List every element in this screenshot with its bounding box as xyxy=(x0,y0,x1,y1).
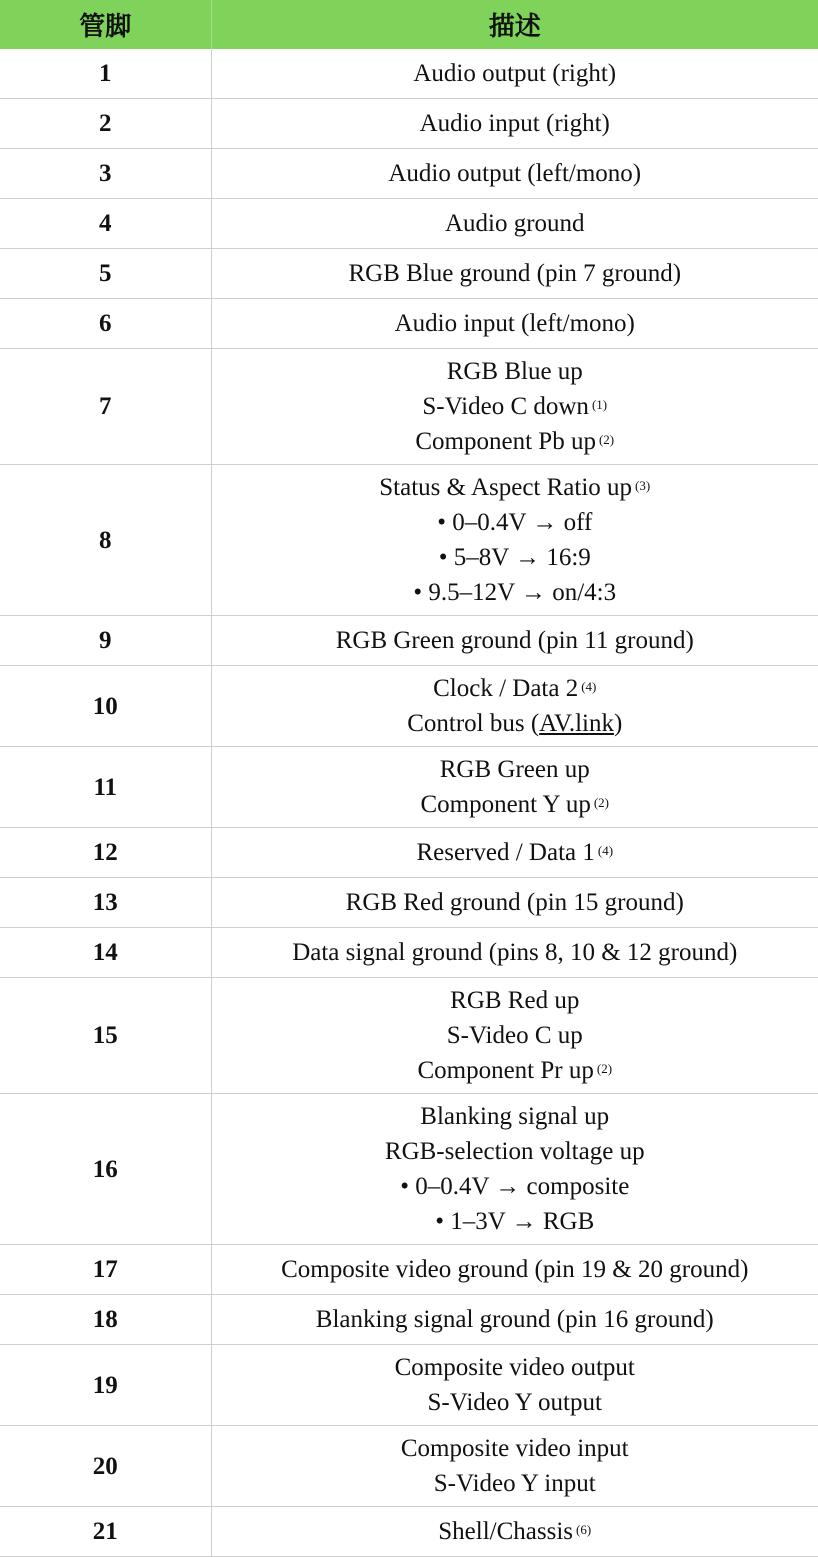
table-row xyxy=(0,747,818,828)
description-text: • 0–0.4V → off xyxy=(437,509,593,536)
description-line xyxy=(216,1099,815,1134)
description-line xyxy=(216,424,815,459)
table-row xyxy=(0,199,818,249)
description-text: • 1–3V → RGB xyxy=(435,1208,595,1235)
table-row xyxy=(0,1426,818,1507)
footnote-marker: (2) xyxy=(598,432,615,447)
description-line xyxy=(216,470,815,505)
description-text: Composite video input xyxy=(400,1435,629,1462)
footnote-marker: (1) xyxy=(591,397,608,412)
description-text: RGB-selection voltage up xyxy=(384,1138,645,1165)
pin-number: 2 xyxy=(0,99,211,149)
table-row xyxy=(0,928,818,978)
description-text: RGB Red ground (pin 15 ground) xyxy=(345,888,684,916)
description-line xyxy=(216,540,815,575)
description-text: RGB Blue up xyxy=(446,358,583,385)
pin-column-header: 管脚 xyxy=(0,0,211,49)
description-text: Audio output (left/mono) xyxy=(388,159,642,187)
pin-description xyxy=(211,299,818,349)
pin-number: 13 xyxy=(0,878,211,928)
table-body xyxy=(0,49,818,1557)
table-row xyxy=(0,99,818,149)
description-line xyxy=(216,1053,815,1088)
pin-description xyxy=(211,616,818,666)
description-line xyxy=(216,1018,815,1053)
table-row xyxy=(0,1245,818,1295)
description-line xyxy=(216,1252,815,1287)
description-text: Composite video output xyxy=(394,1354,635,1381)
description-line xyxy=(216,56,815,91)
footnote-marker: (4) xyxy=(581,679,597,694)
table-row xyxy=(0,1094,818,1245)
description-text: Control bus ( xyxy=(407,710,540,737)
pin-number: 19 xyxy=(0,1345,211,1426)
pin-number: 15 xyxy=(0,978,211,1094)
description-line xyxy=(216,306,815,341)
description-text: Component Pr up xyxy=(417,1057,594,1084)
footnote-marker: (4) xyxy=(597,842,614,858)
pin-description xyxy=(211,666,818,747)
description-text: RGB Green up xyxy=(439,756,590,783)
pin-number: 10 xyxy=(0,666,211,747)
description-text: Shell/Chassis xyxy=(438,1517,574,1545)
pin-number: 7 xyxy=(0,349,211,465)
description-text: Audio input (left/mono) xyxy=(394,309,635,337)
description-line xyxy=(216,935,815,970)
description-line xyxy=(216,156,815,191)
description-text: Reserved / Data 1 xyxy=(416,838,595,866)
description-text: RGB Blue ground (pin 7 ground) xyxy=(348,259,682,287)
pin-description xyxy=(211,978,818,1094)
pin-description xyxy=(211,1426,818,1507)
table-row xyxy=(0,349,818,465)
pin-number: 8 xyxy=(0,465,211,616)
pin-number: 3 xyxy=(0,149,211,199)
table-row xyxy=(0,1295,818,1345)
description-line xyxy=(216,505,815,540)
description-text: Audio output (right) xyxy=(413,59,617,87)
pin-number: 21 xyxy=(0,1507,211,1557)
table-row xyxy=(0,1345,818,1426)
pin-description xyxy=(211,349,818,465)
description-column-header: 描述 xyxy=(211,0,818,49)
description-line xyxy=(216,354,815,389)
table-row xyxy=(0,299,818,349)
description-line xyxy=(216,1514,815,1549)
description-line xyxy=(216,389,815,424)
description-text: Component Pb up xyxy=(415,428,596,455)
description-text: S-Video Y input xyxy=(433,1470,596,1497)
pin-number: 16 xyxy=(0,1094,211,1245)
table-row xyxy=(0,828,818,878)
description-text: S-Video C up xyxy=(446,1022,583,1049)
pin-description xyxy=(211,465,818,616)
description-text: Audio ground xyxy=(444,209,585,237)
description-line xyxy=(216,1134,815,1169)
pin-number: 4 xyxy=(0,199,211,249)
pin-description xyxy=(211,928,818,978)
pin-description xyxy=(211,1295,818,1345)
footnote-marker: (2) xyxy=(593,795,610,810)
description-text: S-Video Y output xyxy=(427,1389,602,1416)
description-text: S-Video C down xyxy=(422,393,589,420)
pin-number: 11 xyxy=(0,747,211,828)
table-header xyxy=(0,0,818,49)
description-text: Blanking signal up xyxy=(420,1103,610,1130)
footnote-marker: (3) xyxy=(635,478,651,493)
description-line xyxy=(216,1204,815,1239)
pin-number: 20 xyxy=(0,1426,211,1507)
description-line xyxy=(216,885,815,920)
pin-description xyxy=(211,249,818,299)
description-line xyxy=(216,752,815,787)
description-line xyxy=(216,1302,815,1337)
av-link[interactable]: AV.link xyxy=(539,710,614,737)
pin-number: 17 xyxy=(0,1245,211,1295)
table-row xyxy=(0,1507,818,1557)
description-line xyxy=(216,106,815,141)
pin-number: 12 xyxy=(0,828,211,878)
footnote-marker: (6) xyxy=(576,1521,592,1537)
description-line xyxy=(216,1385,815,1420)
table-row xyxy=(0,249,818,299)
pin-description xyxy=(211,747,818,828)
description-text: RGB Green ground (pin 11 ground) xyxy=(335,626,694,654)
description-text: • 5–8V → 16:9 xyxy=(438,544,591,571)
table-row xyxy=(0,666,818,747)
table-row xyxy=(0,878,818,928)
description-text: • 9.5–12V → on/4:3 xyxy=(413,579,617,606)
pin-number: 1 xyxy=(0,49,211,99)
description-line xyxy=(216,787,815,822)
table-row xyxy=(0,978,818,1094)
description-line xyxy=(216,623,815,658)
description-text: ) xyxy=(613,710,623,737)
pin-number: 18 xyxy=(0,1295,211,1345)
pin-description xyxy=(211,99,818,149)
pin-number: 5 xyxy=(0,249,211,299)
description-line xyxy=(216,671,815,706)
description-text: • 0–0.4V → composite xyxy=(400,1173,630,1200)
pin-description xyxy=(211,1245,818,1295)
table-row xyxy=(0,616,818,666)
footnote-marker: (2) xyxy=(596,1061,613,1076)
pin-description xyxy=(211,49,818,99)
pin-description xyxy=(211,199,818,249)
pin-description xyxy=(211,1345,818,1426)
description-text: Blanking signal ground (pin 16 ground) xyxy=(315,1305,714,1333)
pin-number: 9 xyxy=(0,616,211,666)
description-line xyxy=(216,575,815,610)
pin-description xyxy=(211,878,818,928)
pin-description xyxy=(211,1507,818,1557)
description-text: Data signal ground (pins 8, 10 & 12 ground) xyxy=(292,938,738,966)
pin-description xyxy=(211,1094,818,1245)
pin-number: 6 xyxy=(0,299,211,349)
description-text: Clock / Data 2 xyxy=(433,675,579,702)
description-line xyxy=(216,983,815,1018)
description-line xyxy=(216,206,815,241)
description-text: Component Y up xyxy=(420,791,591,818)
description-text: Composite video ground (pin 19 & 20 ground) xyxy=(281,1255,749,1283)
description-line xyxy=(216,1350,815,1385)
description-line xyxy=(216,1169,815,1204)
table-row xyxy=(0,49,818,99)
header-row xyxy=(0,0,818,49)
description-line xyxy=(216,1431,815,1466)
table-row xyxy=(0,465,818,616)
pin-description xyxy=(211,149,818,199)
description-line xyxy=(216,706,815,741)
description-text: Audio input (right) xyxy=(419,109,610,137)
description-text: RGB Red up xyxy=(450,987,580,1014)
pin-number: 14 xyxy=(0,928,211,978)
pin-description xyxy=(211,828,818,878)
table-row xyxy=(0,149,818,199)
description-line xyxy=(216,1466,815,1501)
description-text: Status & Aspect Ratio up xyxy=(379,474,633,501)
description-line xyxy=(216,256,815,291)
description-line xyxy=(216,835,815,870)
